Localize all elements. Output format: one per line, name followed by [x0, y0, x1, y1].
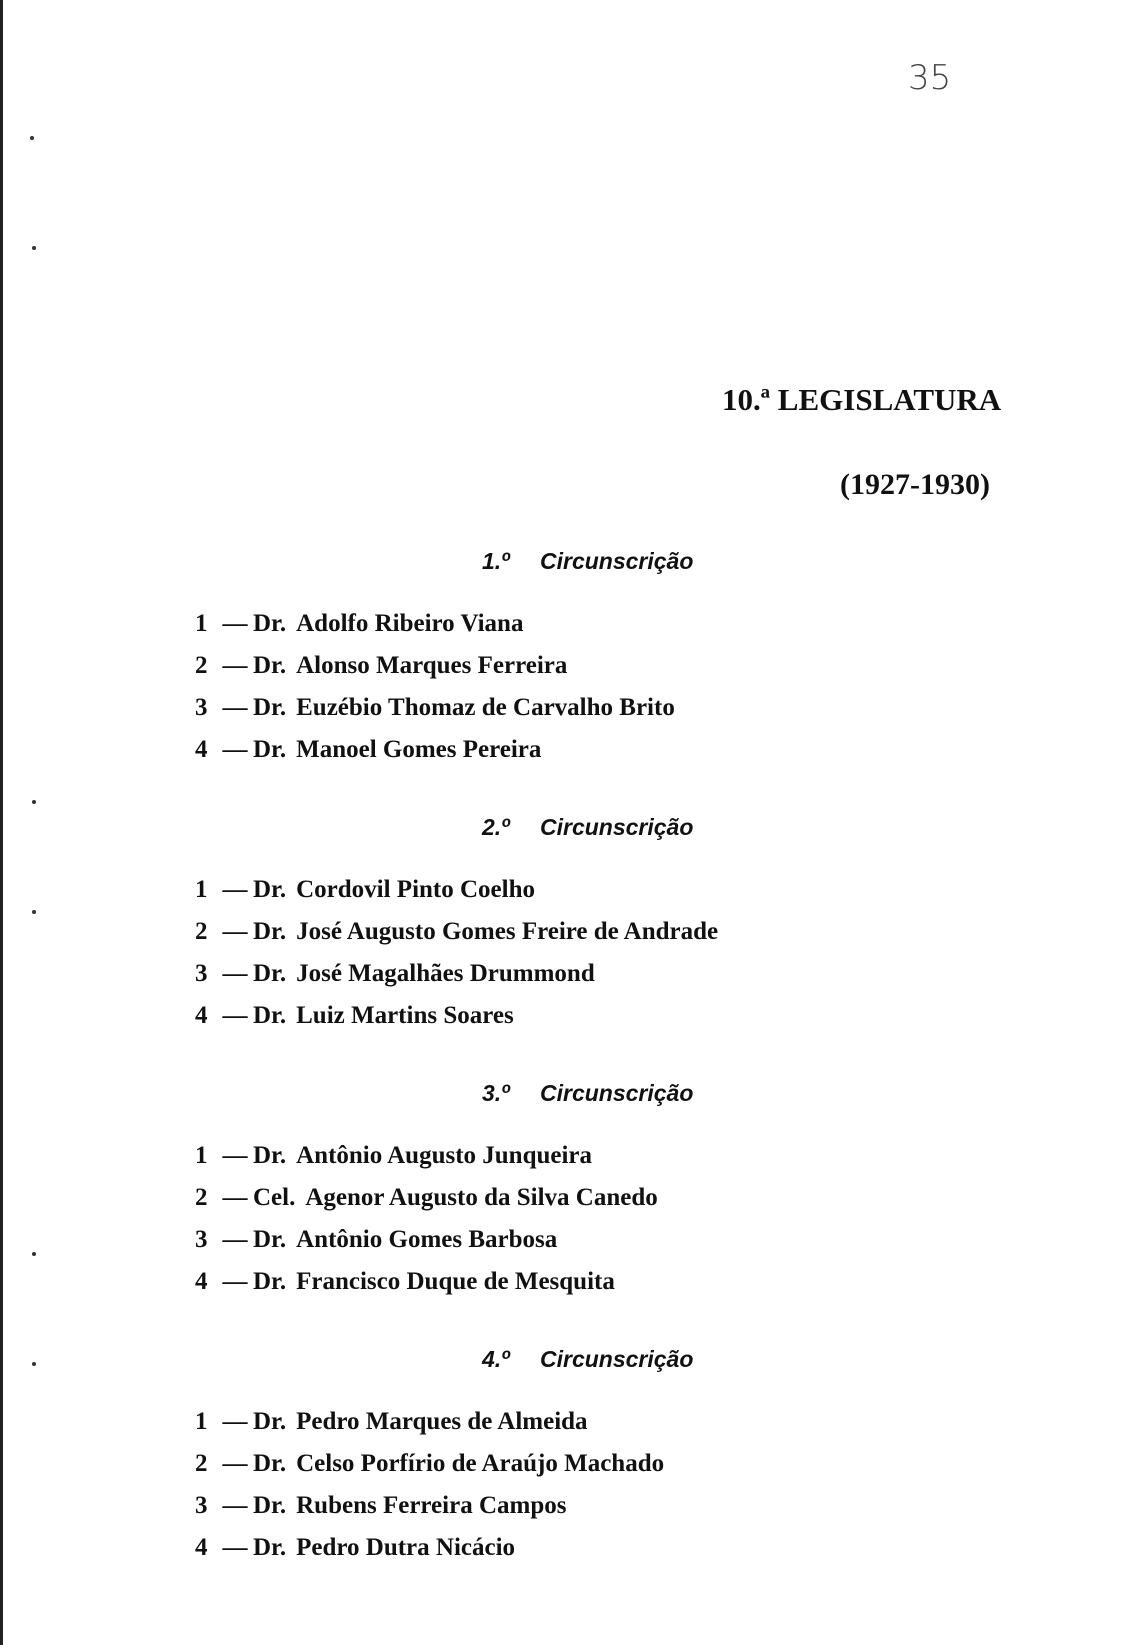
scan-speck	[30, 136, 34, 140]
section-number: 2.º	[482, 814, 510, 840]
list-item: 3 — Dr. José Magalhães Drummond	[195, 960, 595, 987]
legislatura-years: (1927-1930)	[840, 468, 990, 501]
section-label: Circunscrição	[540, 814, 694, 840]
list-item: 3 — Dr. Rubens Ferreira Campos	[195, 1492, 567, 1519]
legislatura-title: 10.ª LEGISLATURA	[722, 382, 1002, 417]
scan-speck	[32, 1362, 36, 1366]
list-item: 2 — Cel. Agenor Augusto da Silva Canedo	[195, 1184, 658, 1211]
list-item: 4 — Dr. Francisco Duque de Mesquita	[195, 1268, 615, 1295]
page-number: 35	[908, 58, 952, 98]
list-item: 2 — Dr. José Augusto Gomes Freire de Andrade	[195, 918, 719, 945]
list-item: 1 — Dr. Antônio Augusto Junqueira	[195, 1142, 593, 1169]
list-item: 2 — Dr. Celso Porfírio de Araújo Machado	[195, 1450, 665, 1477]
list-item: 2 — Dr. Alonso Marques Ferreira	[195, 652, 568, 679]
list-item: 1 — Dr. Adolfo Ribeiro Viana	[195, 610, 524, 637]
list-item: 1 — Dr. Pedro Marques de Almeida	[195, 1408, 588, 1435]
list-item: 4 — Dr. Luiz Martins Soares	[195, 1002, 514, 1029]
page-edge	[0, 0, 3, 1645]
list-item: 3 — Dr. Euzébio Thomaz de Carvalho Brito	[195, 694, 675, 721]
scan-speck	[32, 1252, 36, 1256]
list-item: 4 — Dr. Pedro Dutra Nicácio	[195, 1534, 516, 1561]
list-item: 1 — Dr. Cordovil Pinto Coelho	[195, 876, 536, 903]
list-item: 3 — Dr. Antônio Gomes Barbosa	[195, 1226, 558, 1253]
scan-speck	[32, 246, 36, 250]
section-number: 4.º	[482, 1346, 510, 1372]
scan-speck	[32, 800, 36, 804]
section-number: 3.º	[482, 1080, 510, 1106]
section-label: Circunscrição	[540, 1346, 694, 1372]
list-item: 4 — Dr. Manoel Gomes Pereira	[195, 736, 542, 763]
section-label: Circunscrição	[540, 548, 694, 574]
section-number: 1.º	[482, 548, 510, 574]
section-label: Circunscrição	[540, 1080, 694, 1106]
scan-speck	[32, 910, 36, 914]
